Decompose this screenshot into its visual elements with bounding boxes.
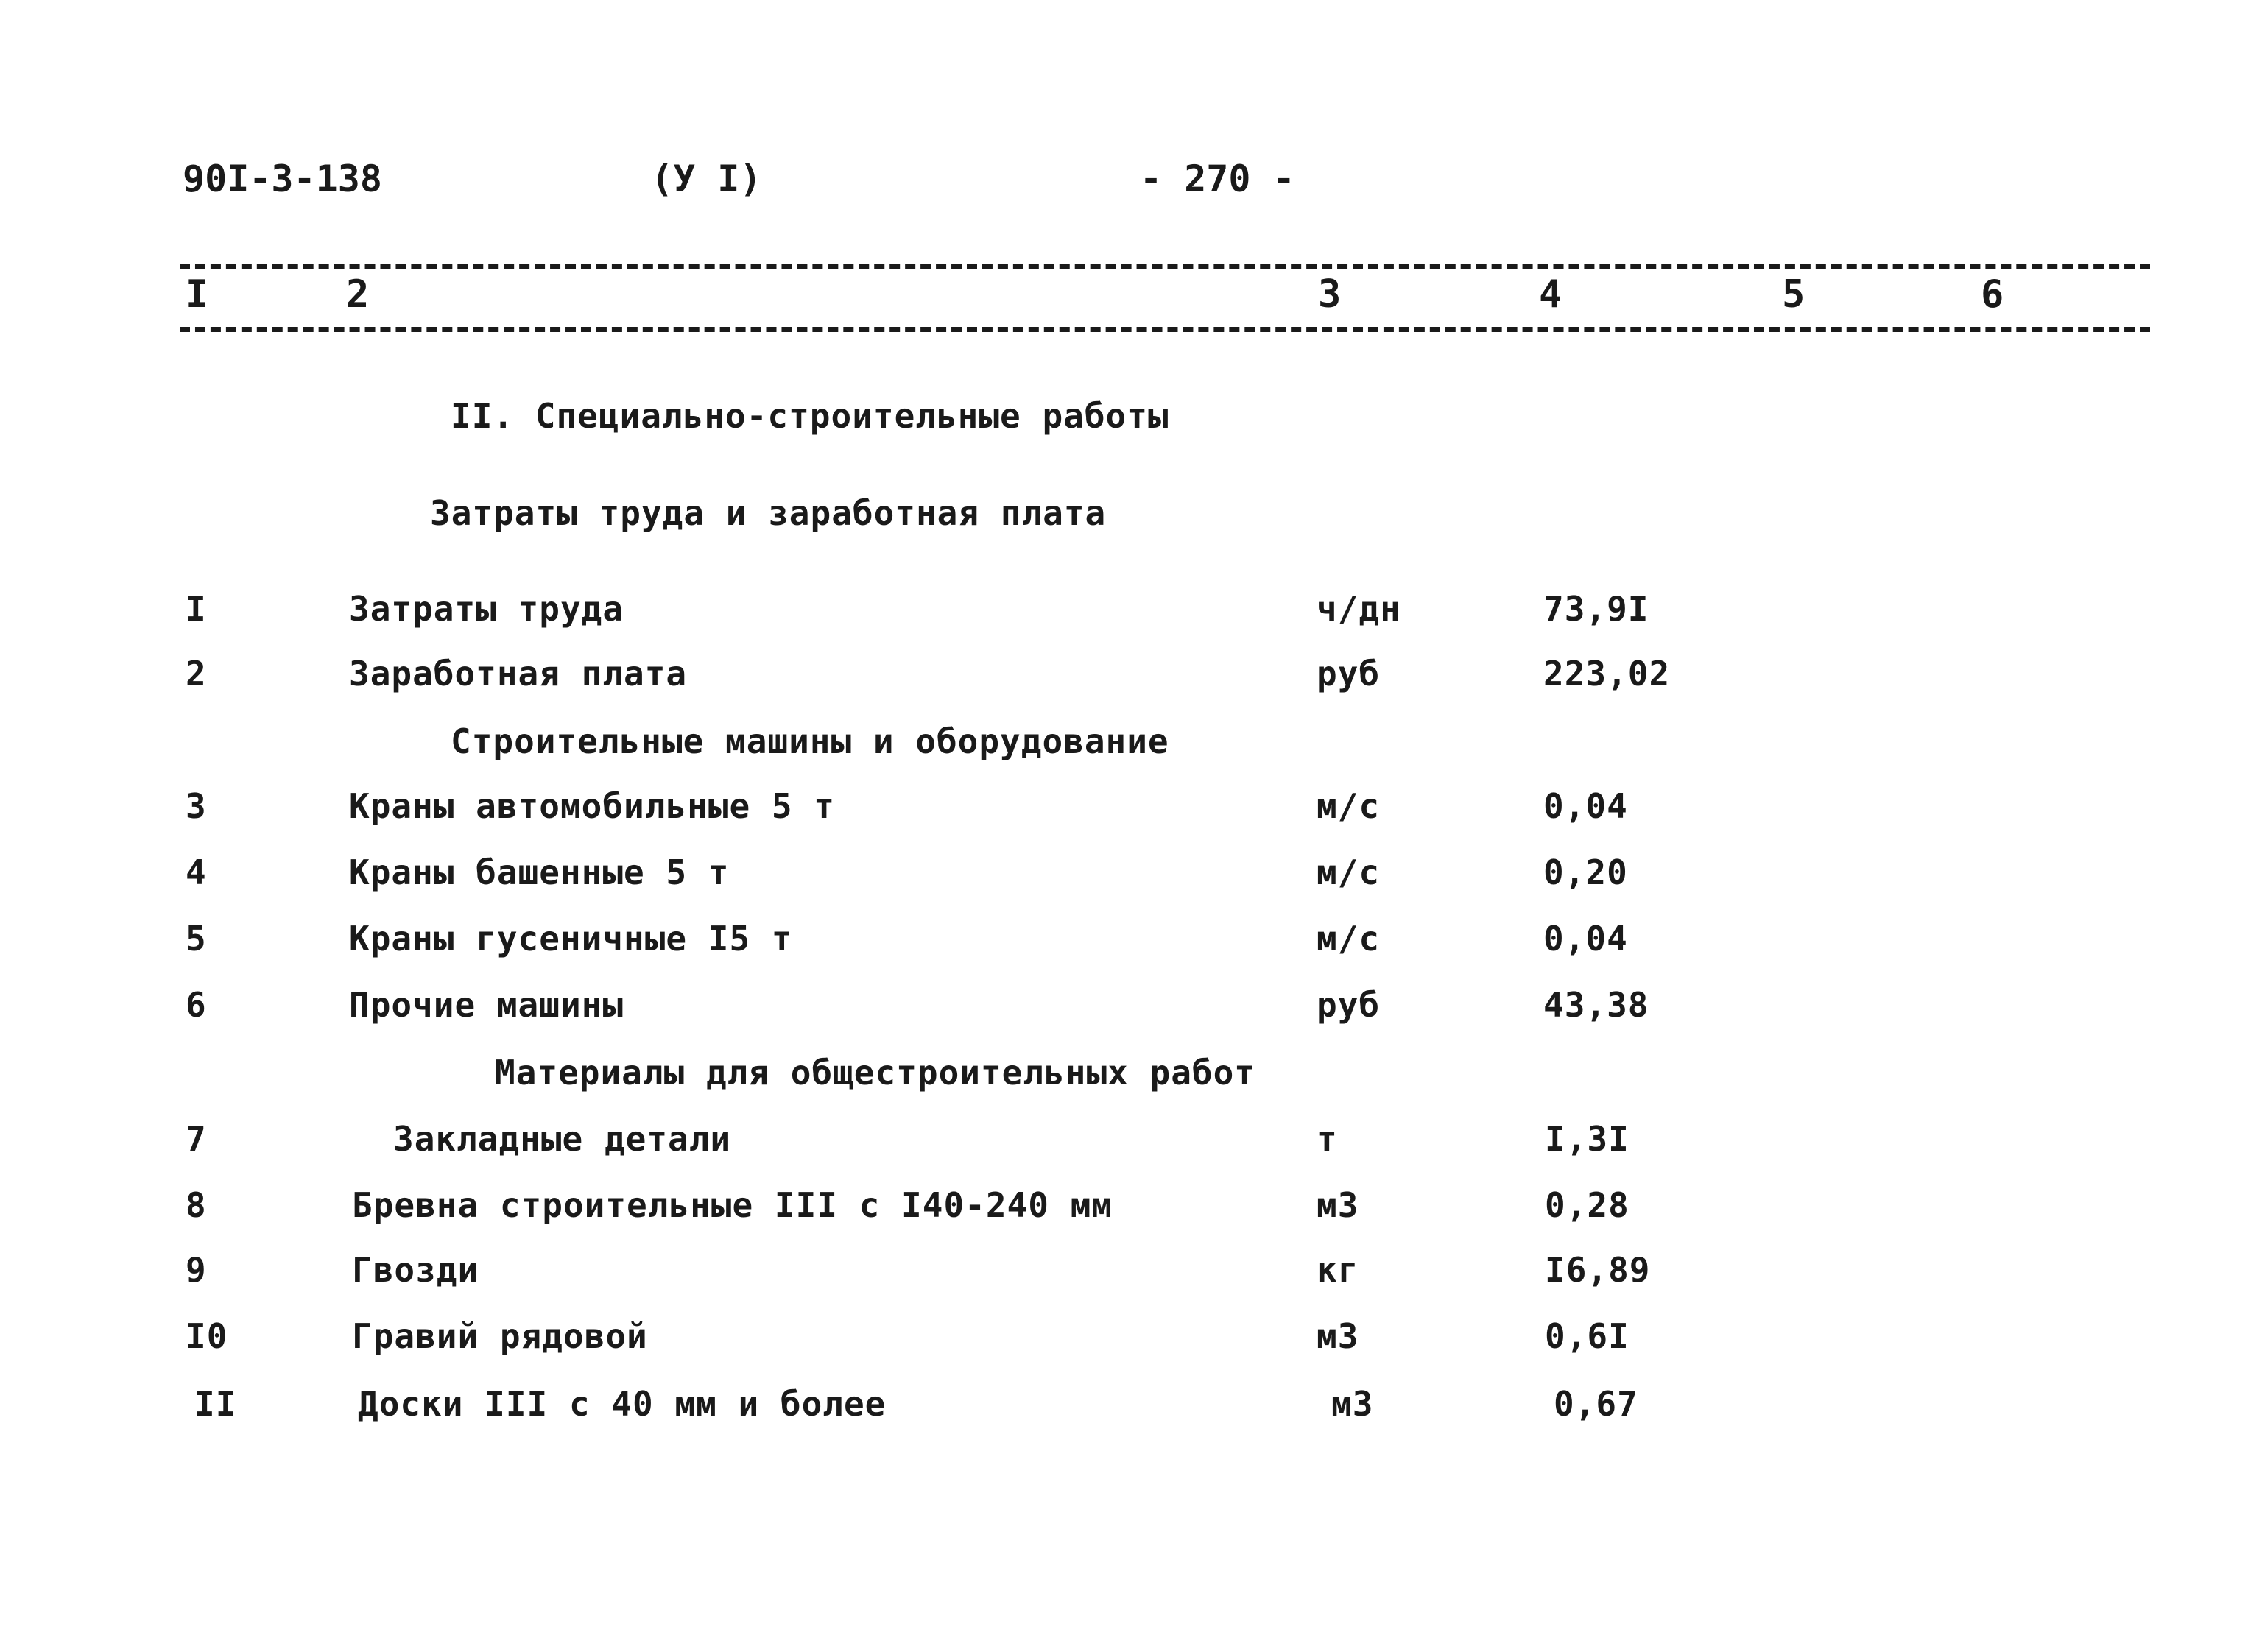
row-name: Гвозди bbox=[352, 1250, 479, 1290]
row-name: Затраты труда bbox=[349, 589, 624, 629]
machines-heading: Строительные машины и оборудование bbox=[451, 721, 1169, 761]
row-quantity: 0,20 bbox=[1543, 853, 1628, 892]
table-row bbox=[0, 853, 2262, 904]
table-row bbox=[0, 1185, 2262, 1237]
row-unit: м3 bbox=[1317, 1316, 1359, 1356]
column-number-3: 3 bbox=[1318, 272, 1342, 317]
table-top-rule bbox=[180, 264, 2150, 269]
row-unit: т bbox=[1317, 1119, 1338, 1159]
row-quantity: I6,89 bbox=[1545, 1250, 1651, 1290]
row-unit: кг bbox=[1317, 1250, 1359, 1290]
row-unit: м/с bbox=[1317, 919, 1381, 959]
row-quantity: 0,6I bbox=[1545, 1316, 1629, 1356]
section-title: II. Специально-строительные работы bbox=[451, 396, 1169, 436]
row-name: Закладные детали bbox=[393, 1119, 732, 1159]
labor-heading: Затраты труда и заработная плата bbox=[430, 493, 1107, 533]
row-quantity: 73,9I bbox=[1543, 589, 1649, 629]
table-row bbox=[0, 654, 2262, 705]
row-number: 4 bbox=[186, 853, 207, 892]
row-quantity: 0,67 bbox=[1554, 1384, 1638, 1424]
column-number-1: I bbox=[186, 272, 209, 317]
row-quantity: I,3I bbox=[1545, 1119, 1629, 1159]
row-name: Краны гусеничные I5 т bbox=[349, 919, 793, 959]
row-name: Краны автомобильные 5 т bbox=[349, 786, 835, 826]
row-quantity: 0,28 bbox=[1545, 1185, 1629, 1225]
row-unit: руб bbox=[1317, 985, 1381, 1025]
row-unit: м3 bbox=[1317, 1185, 1359, 1225]
doc-variant: (У I) bbox=[651, 158, 762, 200]
row-quantity: 223,02 bbox=[1543, 654, 1671, 693]
row-unit: м3 bbox=[1331, 1384, 1374, 1424]
column-number-4: 4 bbox=[1539, 272, 1562, 317]
row-name: Прочие машины bbox=[349, 985, 624, 1025]
table-row bbox=[0, 919, 2262, 970]
table-row bbox=[0, 1316, 2262, 1368]
row-number: I0 bbox=[186, 1316, 228, 1356]
table-row bbox=[0, 589, 2262, 640]
row-number: 7 bbox=[186, 1119, 207, 1159]
row-unit: м/с bbox=[1317, 853, 1381, 892]
row-quantity: 43,38 bbox=[1543, 985, 1649, 1025]
table-row bbox=[0, 786, 2262, 838]
table-header-bottom-rule bbox=[180, 327, 2150, 332]
row-quantity: 0,04 bbox=[1543, 786, 1628, 826]
table-row bbox=[0, 1119, 2262, 1171]
row-number: 9 bbox=[186, 1250, 207, 1290]
row-number: 2 bbox=[186, 654, 207, 693]
doc-code: 90I-3-138 bbox=[183, 158, 382, 200]
row-name: Гравий рядовой bbox=[352, 1316, 648, 1356]
row-unit: руб bbox=[1317, 654, 1381, 693]
row-unit: ч/дн bbox=[1317, 589, 1401, 629]
row-number: 6 bbox=[186, 985, 207, 1025]
row-number: I bbox=[186, 589, 207, 629]
table-row bbox=[0, 1384, 2262, 1436]
row-name: Заработная плата bbox=[349, 654, 688, 693]
row-number: II bbox=[194, 1384, 237, 1424]
row-name: Бревна строительные III с I40-240 мм bbox=[352, 1185, 1113, 1225]
page-number: - 270 - bbox=[1140, 158, 1295, 200]
row-unit: м/с bbox=[1317, 786, 1381, 826]
row-quantity: 0,04 bbox=[1543, 919, 1628, 959]
table-row bbox=[0, 985, 2262, 1037]
column-number-2: 2 bbox=[346, 272, 370, 317]
row-number: 5 bbox=[186, 919, 207, 959]
row-name: Доски III с 40 мм и более bbox=[358, 1384, 887, 1424]
column-number-5: 5 bbox=[1782, 272, 1805, 317]
column-number-6: 6 bbox=[1981, 272, 2004, 317]
row-number: 3 bbox=[186, 786, 207, 826]
row-number: 8 bbox=[186, 1185, 207, 1225]
row-name: Краны башенные 5 т bbox=[349, 853, 730, 892]
table-row bbox=[0, 1250, 2262, 1302]
materials-heading: Материалы для общестроительных работ bbox=[495, 1053, 1255, 1092]
